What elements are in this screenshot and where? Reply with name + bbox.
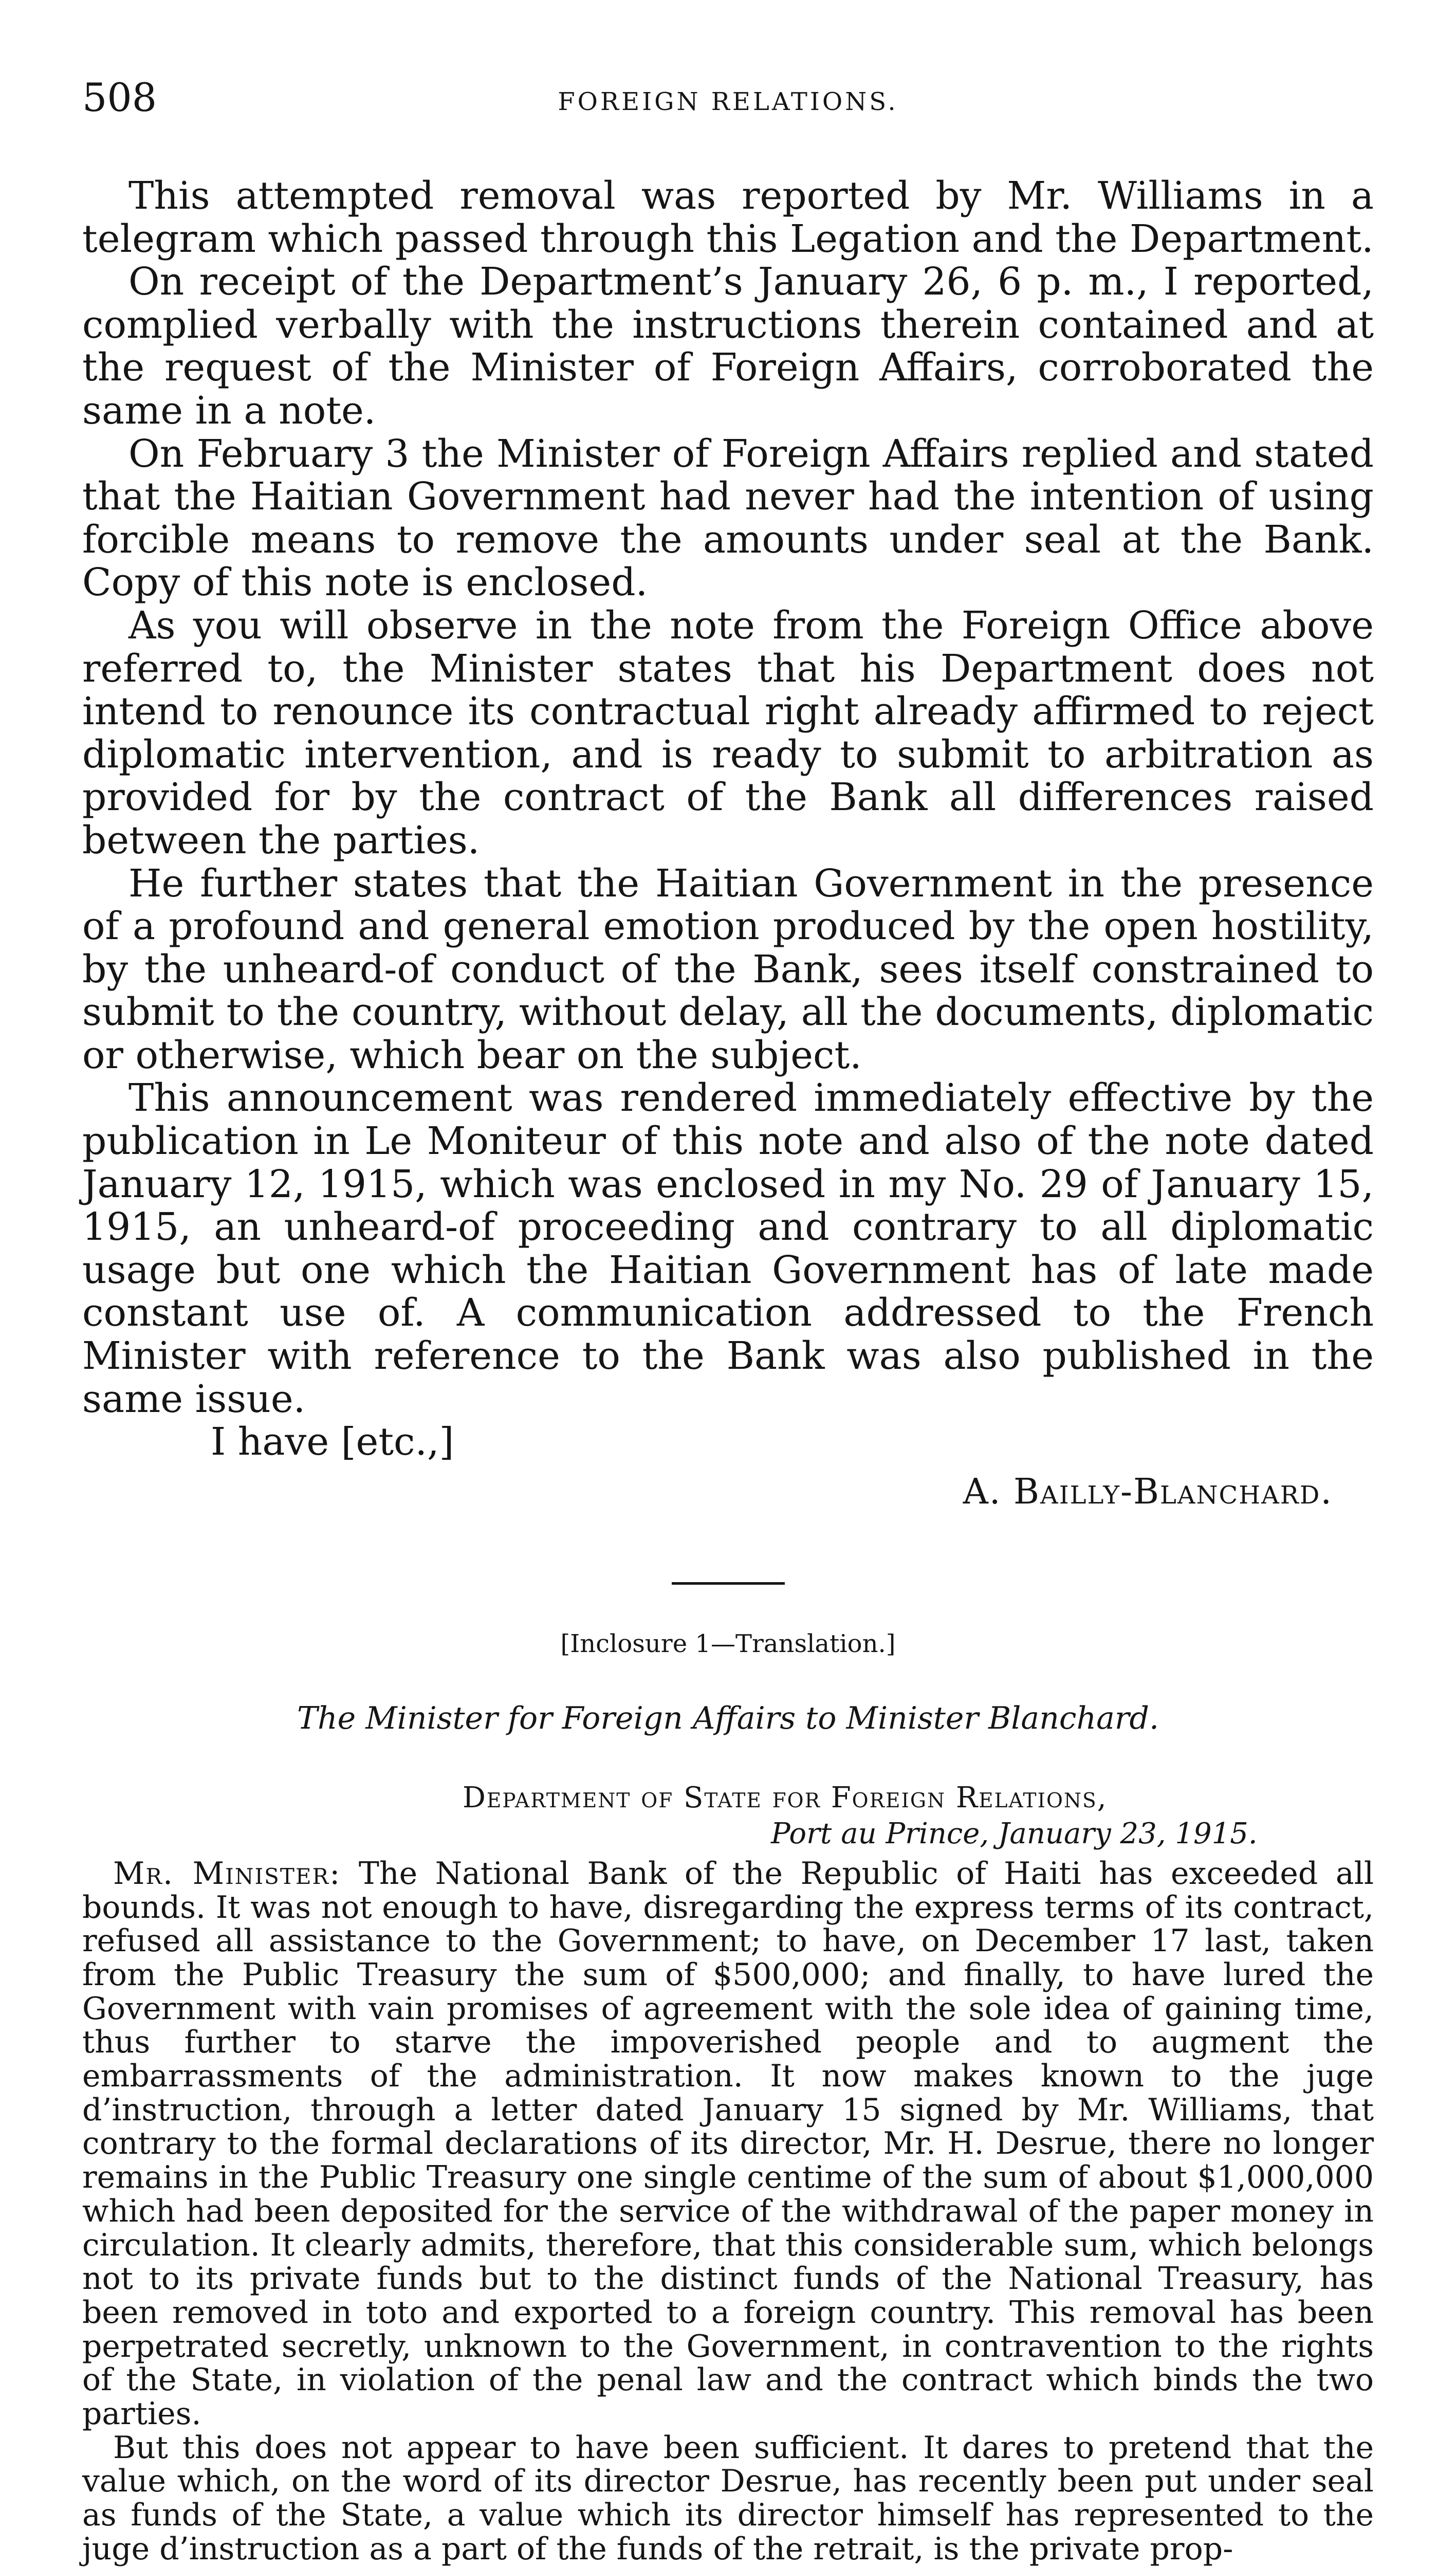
running-head: FOREIGN RELATIONS. bbox=[558, 87, 898, 116]
dateline bbox=[82, 1780, 1374, 1852]
body-paragraph: On February 3 the Minister of Foreign Affairs replied and stated that the Haitian Government had never had the intention of using forcible means to remove the amounts under seal at the Bank. Copy of this note is enclosed. bbox=[82, 431, 1374, 605]
enclosure-label: [Inclosure 1—Translation.] bbox=[560, 1629, 896, 1658]
letter-paragraph-text: The National Bank of the Republic of Haiti has exceeded all bounds. It was not enough to have, disregarding the express terms of its contract, refused all assistance to the Government; to have, on December 17 last, taken from the Public Treasury the sum of $500,000; and finally, to have lured the Government with vain promises of agreement with the sole idea of gaining time, thus further to starve the impoverished people and to augment the embarrassments of the administration. It now makes known to the juge d’instruction, through a letter dated January 15 signed by Mr. Williams, that contrary to the formal declarations of its director, Mr. H. Desrue, there no longer remains in the Public Treasury one single centime of the sum of about $1,000,000 which had been deposited for the service of the withdrawal of the paper money in circulation. It clearly admits, therefore, that this considerable sum, which belongs not to its private funds but to the distinct funds of the National Treasury, has been removed in toto and exported to a foreign country. This removal has been perpetrated secretly, unknown to the Government, in contravention to the rights of the State, in violation of the penal law and the contract which binds the two parties. bbox=[82, 1855, 1374, 2432]
dateline-place-date: Port au Prince, January 23, 1915. bbox=[771, 1817, 1258, 1850]
letter-paragraph: But this does not appear to have been sufficient. It dares to pretend that the value which, on the word of its director Desrue, has recently been put under seal as funds of the State, a value which its director himself has represented to the juge d’instruction as a part of the funds of the retrait, is the private prop- bbox=[82, 2429, 1374, 2567]
dispatch-body bbox=[82, 175, 1374, 1421]
body-paragraph: This announcement was rendered immediately effective by the publication in Le Moniteur of this note and also of the note dated January 12, 1915, which was enclosed in my No. 29 of January 15, 1915, an unheard-of proceeding and contrary to all diplomatic usage but one which the Haitian Government has of late made constant use of. A communication addressed to the French Minister with reference to the Bank was also published in the same issue. bbox=[82, 1076, 1374, 1421]
section-divider bbox=[672, 1582, 785, 1585]
letter-title: The Minister for Foreign Affairs to Minister Blanchard. bbox=[297, 1700, 1159, 1736]
signature: A. Bailly-Blanchard. bbox=[963, 1471, 1333, 1512]
closing-line: I have [etc.,] bbox=[211, 1420, 454, 1464]
body-paragraph: He further states that the Haitian Government in the presence of a profound and general emotion produced by the open hostility, by the unheard-of conduct of the Bank, sees itself constrained to submit to the country, without delay, all the documents, diplomatic or otherwise, which bear on the subject. bbox=[82, 861, 1374, 1077]
page-header bbox=[82, 72, 1374, 123]
body-paragraph: On receipt of the Department’s January 26, 6 p. m., I reported, complied verbally with the instructions therein contained and at the request of the Minister of Foreign Affairs, corroborated the same in a note. bbox=[82, 260, 1374, 433]
body-paragraph: As you will observe in the note from the Foreign Office above referred to, the Minister states that his Department does not intend to renounce its contractual right already affirmed to reject diplomatic intervention, and is ready to submit to arbitration as provided for by the contract of the Bank all differences raised between the parties. bbox=[82, 603, 1374, 863]
letter-paragraph bbox=[82, 1857, 1374, 2431]
enclosed-letter bbox=[82, 1857, 1374, 2566]
dateline-office: Department of State for Foreign Relations, bbox=[463, 1781, 1108, 1814]
page-number: 508 bbox=[82, 75, 157, 120]
salutation: Mr. Minister: bbox=[113, 1855, 341, 1892]
body-paragraph: This attempted removal was reported by Mr. Williams in a telegram which passed through this Legation and the Department. bbox=[82, 174, 1374, 261]
